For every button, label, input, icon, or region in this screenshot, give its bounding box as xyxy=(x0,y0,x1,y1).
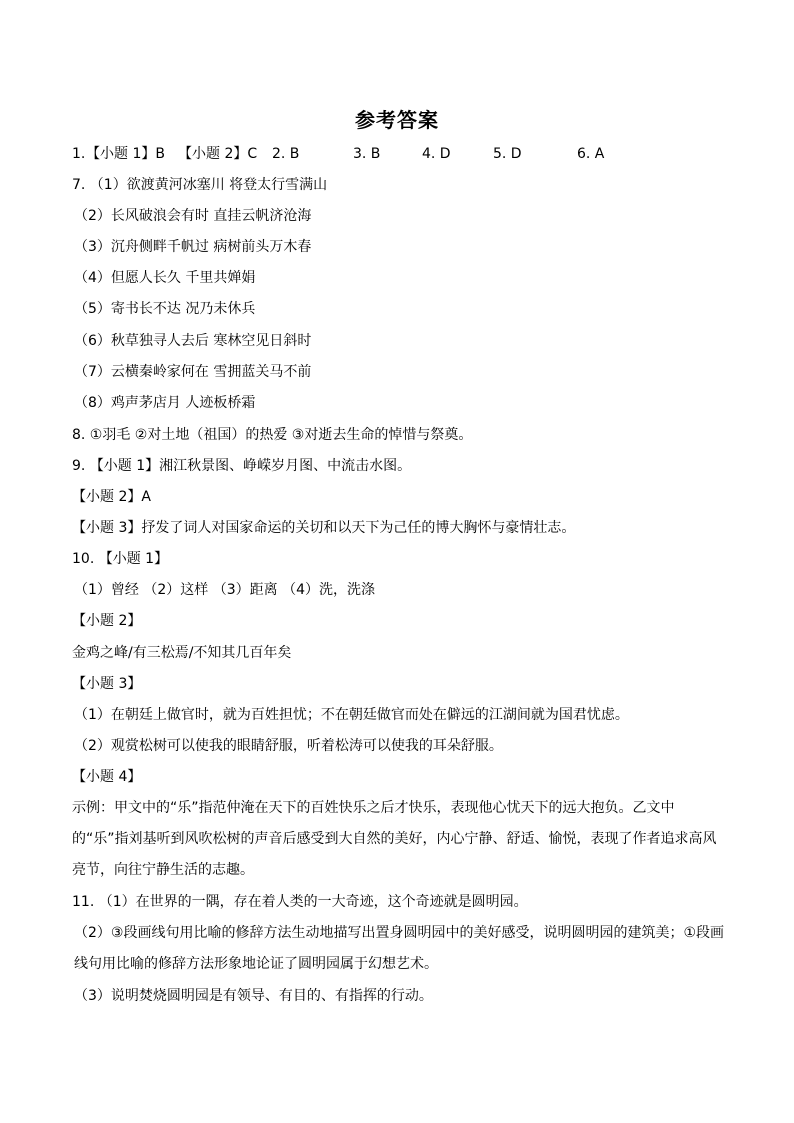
q7-line-8: （8）鸡声茅店月 人迹板桥霜 xyxy=(74,395,256,411)
q7-line-2: （2）长风破浪会有时 直挂云帆济沧海 xyxy=(74,208,312,224)
q1-number: 1. xyxy=(72,146,86,162)
q7-line-3: （3）沉舟侧畔千帆过 病树前头万木春 xyxy=(74,239,312,255)
q4-answer: 4. D xyxy=(422,146,451,162)
q7-line-4: （4）但愿人长久 千里共婵娟 xyxy=(74,270,256,286)
q9-line-2: 【小题 2】A xyxy=(72,489,151,505)
q10-line-7: （2）观赏松树可以使我的眼睛舒服，听着松涛可以使我的耳朵舒服。 xyxy=(74,738,503,754)
q11-line-2: （2）③段画线句用比喻的修辞方法生动地描写出置身圆明园中的美好感受，说明圆明园的建筑美；①段画线句用比喻的修辞方法形象地论证了圆明园属于幻想艺术。 xyxy=(74,925,725,972)
q6-answer: 6. A xyxy=(577,146,605,162)
q7-line-7: （7）云横秦岭家何在 雪拥蓝关马不前 xyxy=(74,364,312,380)
q1-subquestion-1: 【小题 1】B xyxy=(86,146,165,162)
q11-line-1: 11. （1）在世界的一隅，存在着人类的一大奇迹，这个奇迹就是圆明园。 xyxy=(72,894,528,910)
q9-line-1: 9. 【小题 1】湘江秋景图、峥嵘岁月图、中流击水图。 xyxy=(72,458,412,474)
q1-subquestion-2: 【小题 2】C xyxy=(178,146,258,162)
q10-line-3: 【小题 2】 xyxy=(72,613,142,629)
q5-answer: 5. D xyxy=(493,146,522,162)
q7-line-1: 7. （1）欲渡黄河冰塞川 将登太行雪满山 xyxy=(72,177,328,193)
q8-answer: 8. ①羽毛 ②对土地（祖国）的热爱 ③对逝去生命的悼惜与祭奠。 xyxy=(72,427,473,443)
q2-answer: 2. B xyxy=(272,146,300,162)
q10-line-2: （1）曾经 （2）这样 （3）距离 （4）洗，洗涤 xyxy=(74,582,375,598)
q7-line-5: （5）寄书长不达 况乃未休兵 xyxy=(74,301,256,317)
q11-line-3: （3）说明焚烧圆明园是有领导、有目的、有指挥的行动。 xyxy=(74,988,433,1004)
q7-line-6: （6）秋草独寻人去后 寒林空见日斜时 xyxy=(74,333,312,349)
q10-line-5: 【小题 3】 xyxy=(72,676,142,692)
q10-line-6: （1）在朝廷上做官时，就为百姓担忧；不在朝廷做官而处在僻远的江湖间就为国君忧虑。 xyxy=(74,707,629,723)
q9-line-3: 【小题 3】抒发了词人对国家命运的关切和以天下为己任的博大胸怀与豪情壮志。 xyxy=(72,520,576,536)
q3-answer: 3. B xyxy=(353,146,381,162)
page-title: 参考答案 xyxy=(355,108,439,132)
q10-example-paragraph: 示例：甲文中的“乐”指范仲淹在天下的百姓快乐之后才快乐，表现他心忧天下的远大抱负。乙文中的“乐”指刘基听到风吹松树的声音后感受到大自然的美好，内心宁静、舒适、愉悦，表现了作者追求高风亮节，向往宁静生活的志趣。 xyxy=(72,800,717,878)
q10-line-1: 10. 【小题 1】 xyxy=(72,551,169,567)
q10-line-8: 【小题 4】 xyxy=(72,769,142,785)
q10-line-4: 金鸡之峰/有三松焉/不知其几百年矣 xyxy=(72,645,292,661)
